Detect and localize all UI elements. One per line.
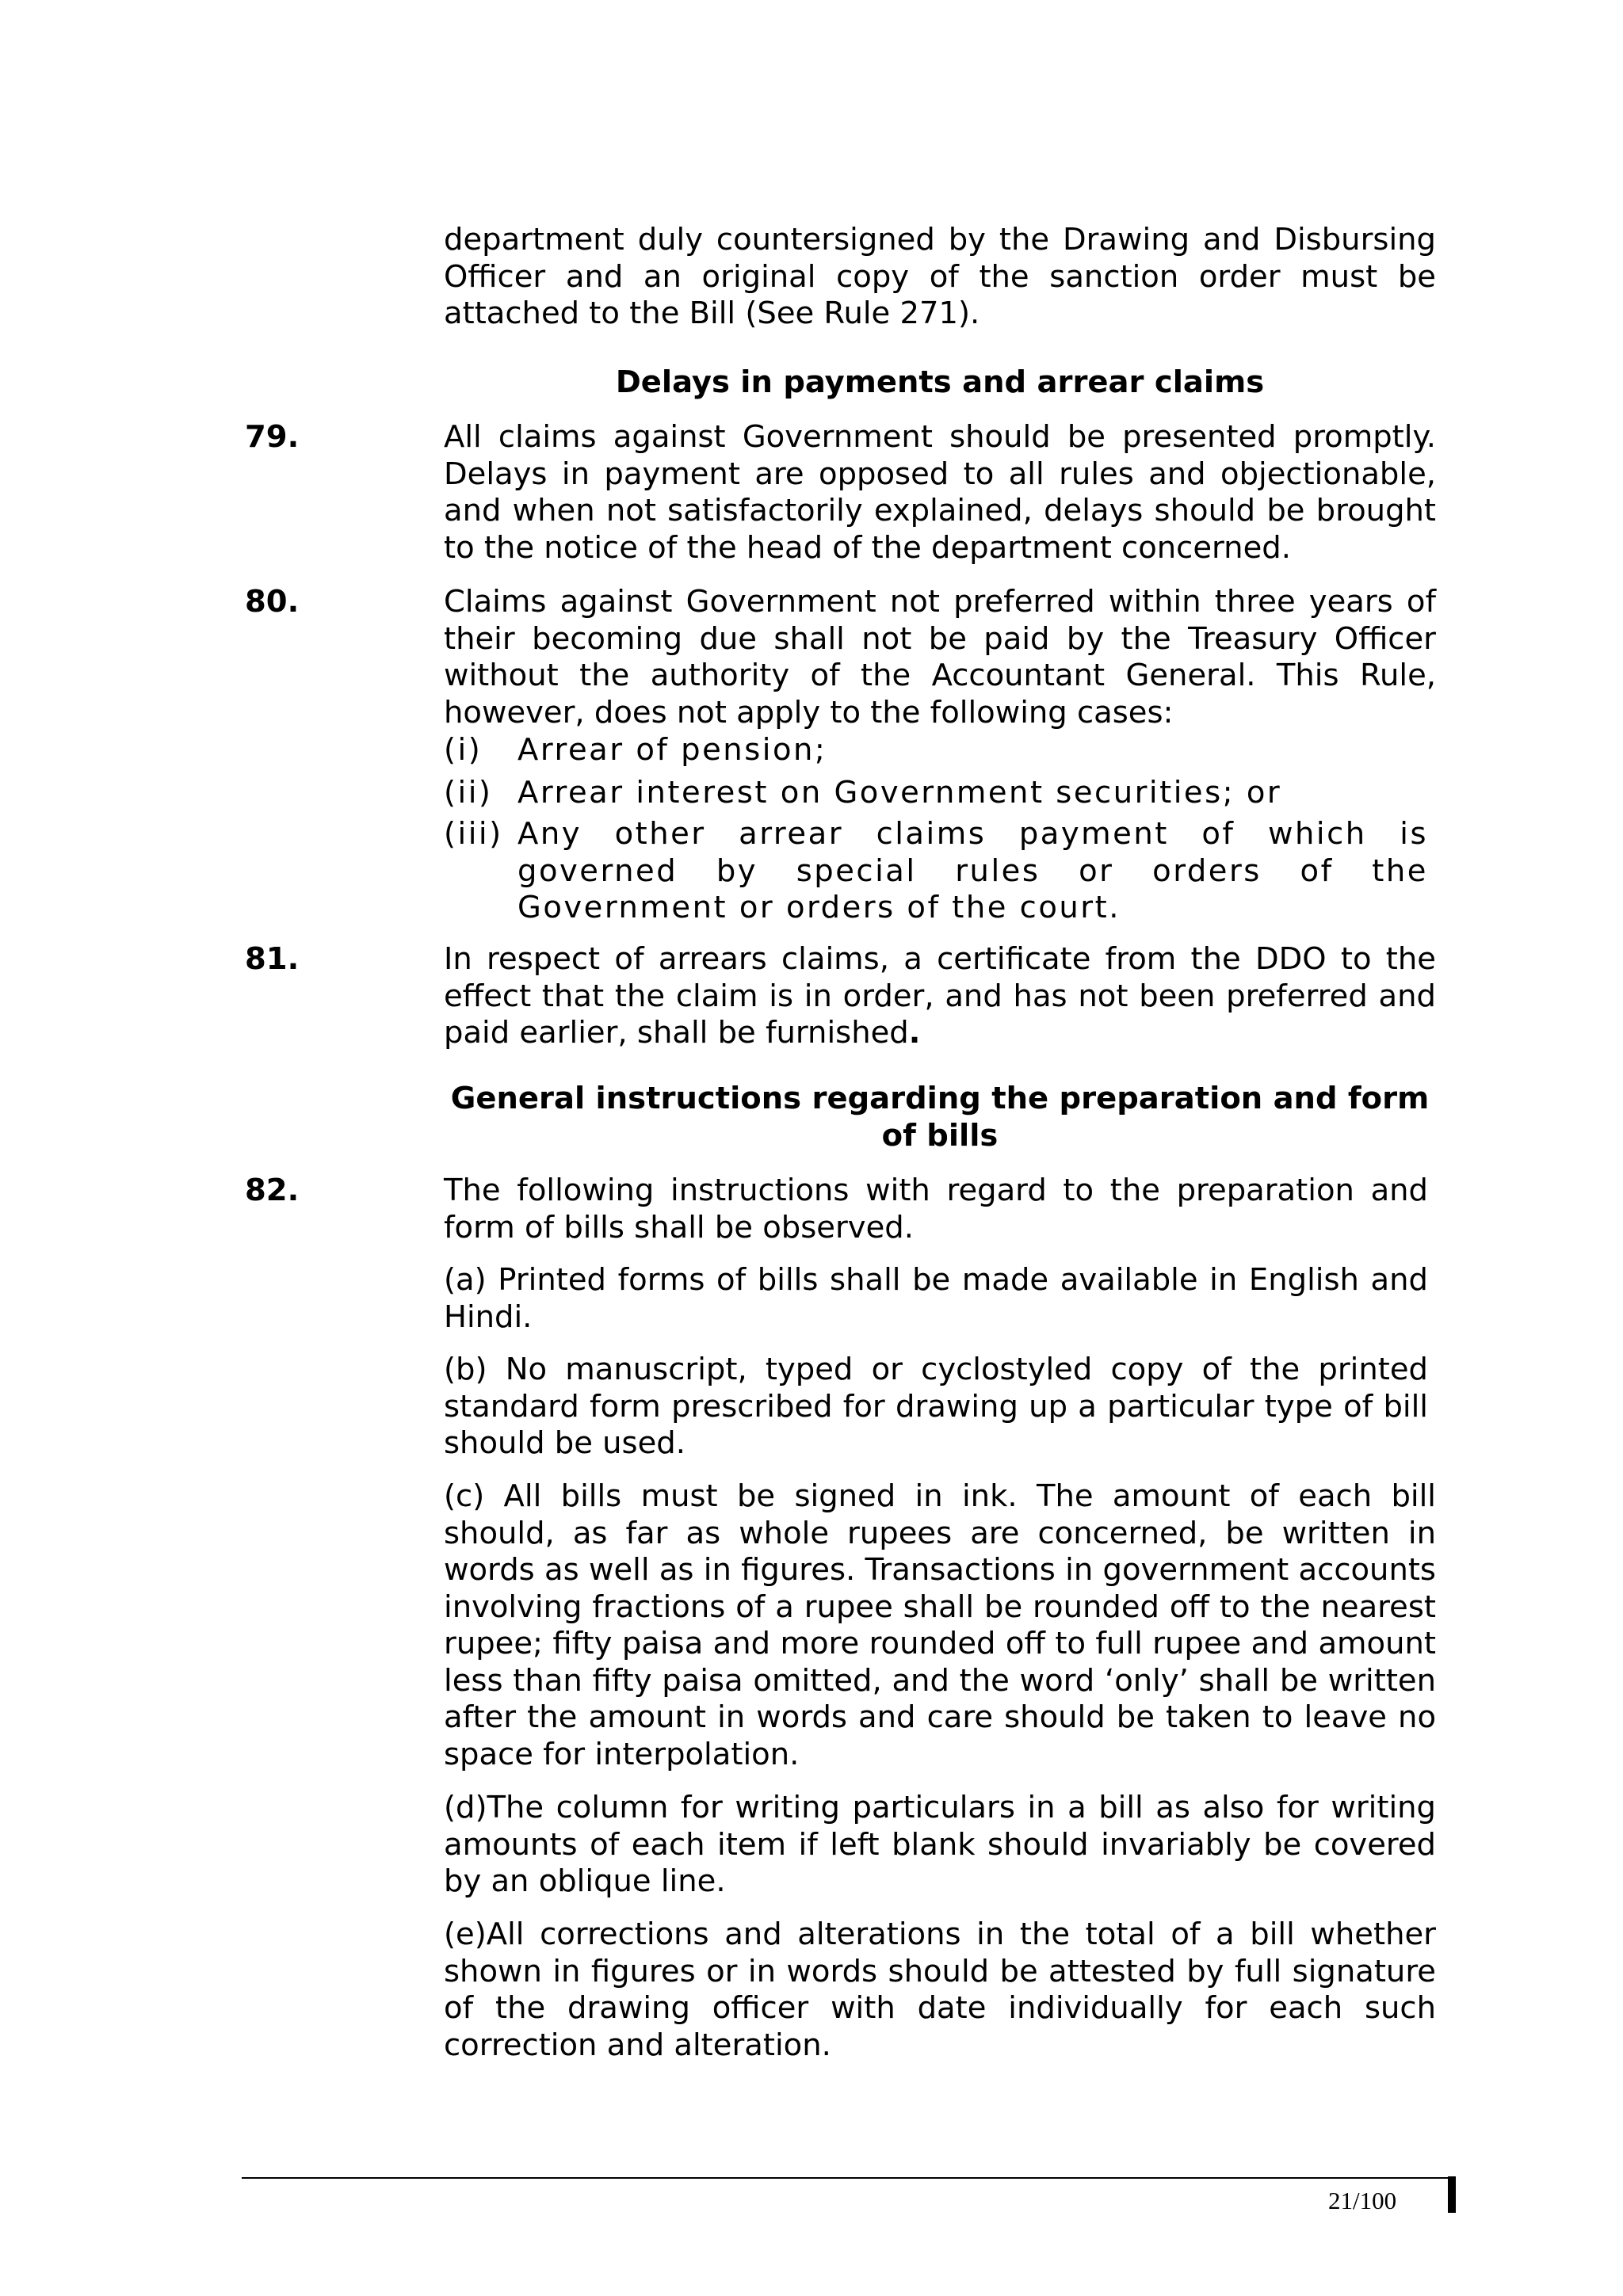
case-text: Any other arrear claims payment of which is governed by special rules or orders of the Government or orders of the court. (517, 816, 1428, 925)
case-text: Arrear interest on Government securities; or (517, 775, 1282, 810)
case-marker: (i) (444, 732, 483, 768)
section-heading-general-instructions: General instructions regarding the preparation and form of bills (450, 1081, 1430, 1154)
rule-82-clause-a: (a) Printed forms of bills shall be made available in English and Hindi. (444, 1262, 1428, 1335)
rule-82-clause-e: (e)All corrections and alterations in the total of a bill whether shown in figures or in words should be attested by full signature of the drawing officer with date individually for each such correction and alteration. (444, 1917, 1436, 2063)
rule-number-79: 79. (245, 419, 300, 455)
rule-82-clause-d: (d)The column for writing particulars in a bill as also for writing amounts of each item if left blank should invariably be covered by an oblique line. (444, 1790, 1436, 1899)
rule-number-80: 80. (245, 584, 300, 620)
page-edge-marker (1448, 2176, 1456, 2213)
case-marker: (ii) (444, 775, 493, 810)
rule-number-82: 82. (245, 1173, 300, 1208)
page-number: 21/100 (1328, 2187, 1397, 2214)
rule-text-81-body: In respect of arrears claims, a certificate from the DDO to the effect that the claim is in order, and has not been preferred and paid earlier, shall be furnished (444, 941, 1436, 1051)
case-marker: (iii) (444, 816, 503, 852)
rule-text-82: The following instructions with regard to the preparation and form of bills shall be observed. (444, 1173, 1428, 1245)
rule-text-81 (444, 941, 1436, 1052)
rule-80-case-iii (444, 816, 1428, 935)
rule-number-81: 81. (245, 941, 300, 977)
rule-text-81-period: . (908, 1015, 921, 1051)
rule-text-79: All claims against Government should be presented promptly. Delays in payment are opposed to all rules and objectionable, and when not satisfactorily explained, delays should be brought to the notice of the head of the department concerned. (444, 419, 1436, 566)
section-heading-delays: Delays in payments and arrear claims (615, 364, 1265, 400)
rule-82-clause-c: (c) All bills must be signed in ink. The amount of each bill should, as far as whole rupees are concerned, be written in words as well as in figures. Transactions in government accounts involving fractions of a rupee shall be rounded off to the nearest rupee; fifty paisa and more rounded off to full rupee and amount less than fifty paisa omitted, and the word ‘only’ shall be written after the amount in words and care should be taken to leave no space for interpolation. (444, 1478, 1436, 1772)
rule-text-80: Claims against Government not preferred within three years of their becoming due shall not be paid by the Treasury Officer without the authority of the Accountant General. This Rule, however, does not apply to the following cases: (444, 584, 1436, 730)
footer-divider (242, 2177, 1450, 2179)
rule-82-clause-b: (b) No manuscript, typed or cyclostyled copy of the printed standard form prescribed for drawing up a particular type of bill should be used. (444, 1352, 1428, 1461)
case-text: Arrear of pension; (517, 732, 827, 768)
intro-paragraph: department duly countersigned by the Drawing and Disbursing Officer and an original copy of the sanction order must be attached to the Bill (See Rule 271). (444, 222, 1436, 331)
